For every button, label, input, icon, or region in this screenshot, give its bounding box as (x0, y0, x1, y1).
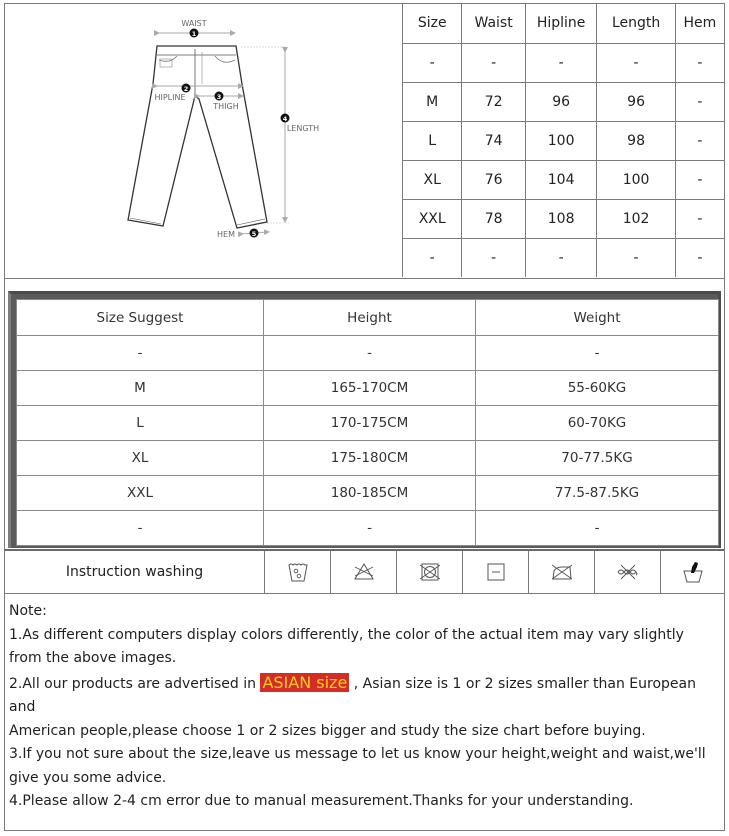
note-item-2-suffix: , Asian size is 1 or 2 sizes smaller than European and (9, 675, 696, 715)
asian-size-highlight: ASIAN size (262, 672, 348, 692)
cell-weight: 60-70KG (476, 406, 719, 441)
measurement-header-row (403, 4, 725, 43)
cell-length: - (597, 43, 675, 82)
cell-hipline: 96 (525, 82, 597, 121)
cell-length: 98 (597, 121, 675, 160)
table-row (403, 43, 725, 82)
cell-hipline: - (525, 43, 597, 82)
wring-cell (595, 551, 661, 593)
washing-label: Instruction washing (5, 551, 265, 593)
note-item-3: 3.If you not sure about the size,leave us message to let us know your height,weight and waist,we'll give you some advice. (9, 746, 706, 786)
cell-size: - (403, 43, 462, 82)
cell-waist: 76 (462, 160, 525, 199)
cell-weight: 77.5-87.5KG (476, 476, 719, 511)
cell-height: - (264, 511, 476, 546)
table-row (403, 121, 725, 160)
cell-hipline: 108 (525, 199, 597, 238)
cell-waist: - (462, 43, 525, 82)
svg-text:HIPLINE: HIPLINE (154, 93, 186, 102)
cell-size: L (403, 121, 462, 160)
table-row (17, 336, 719, 371)
hand-wash-cell (661, 551, 724, 593)
header-length: Length (597, 4, 675, 43)
do-not-tumble-dry-icon (418, 560, 442, 584)
svg-text:5: 5 (251, 230, 257, 238)
cell-hipline: 104 (525, 160, 597, 199)
cell-weight: 55-60KG (476, 371, 719, 406)
cell-length: 102 (597, 199, 675, 238)
cell-size: - (17, 511, 264, 546)
washing-instructions-row (4, 549, 725, 594)
header-hipline: Hipline (525, 4, 597, 43)
cell-hem: - (675, 199, 724, 238)
svg-text:WAIST: WAIST (181, 19, 207, 28)
wash-30-icon (286, 560, 310, 584)
cell-height: - (264, 336, 476, 371)
header-waist: Waist (462, 4, 525, 43)
table-row (403, 238, 725, 277)
cell-waist: 78 (462, 199, 525, 238)
cell-height: 165-170CM (264, 371, 476, 406)
note-item-4: 4.Please allow 2-4 cm error due to manual measurement.Thanks for your understanding. (9, 793, 634, 809)
cell-weight: - (476, 511, 719, 546)
pants-measurement-diagram (5, 4, 401, 278)
cell-hem: - (675, 238, 724, 277)
do-not-bleach-icon (352, 560, 376, 584)
cell-size: XL (17, 441, 264, 476)
size-chart-top-section (4, 3, 725, 279)
pants-illustration-icon (5, 4, 401, 278)
bleach-cell (331, 551, 397, 593)
iron-cell (529, 551, 595, 593)
notes-section (4, 593, 725, 831)
do-not-wring-icon (616, 560, 640, 584)
note-item-2-line-2: American people,please choose 1 or 2 sizes bigger and study the size chart before buying. (9, 722, 646, 739)
cell-size: - (17, 336, 264, 371)
note-item-2-prefix: 2.All our products are advertised in (9, 675, 261, 692)
header-size-suggest: Size Suggest (17, 300, 264, 336)
table-row (403, 160, 725, 199)
cell-waist: - (462, 238, 525, 277)
size-suggest-section (4, 278, 725, 550)
cell-size: M (17, 371, 264, 406)
cell-size: XL (403, 160, 462, 199)
cell-waist: 74 (462, 121, 525, 160)
cell-size: M (403, 82, 462, 121)
cell-length: 96 (597, 82, 675, 121)
dry-flat-icon (484, 560, 508, 584)
cell-height: 170-175CM (264, 406, 476, 441)
table-row (17, 406, 719, 441)
note-item-2 (9, 671, 720, 720)
suggest-header-row (17, 300, 719, 336)
header-weight: Weight (476, 300, 719, 336)
svg-text:LENGTH: LENGTH (286, 124, 320, 133)
measurement-table (402, 4, 724, 277)
cell-weight: - (476, 336, 719, 371)
cell-hipline: 100 (525, 121, 597, 160)
svg-text:THIGH: THIGH (213, 102, 239, 111)
svg-text:4: 4 (282, 115, 288, 123)
cell-size: XXL (17, 476, 264, 511)
svg-text:1: 1 (191, 30, 197, 38)
cell-size: XXL (403, 199, 462, 238)
header-size: Size (403, 4, 462, 43)
size-suggest-table (16, 299, 719, 546)
table-row (17, 511, 719, 546)
cell-hem: - (675, 121, 724, 160)
header-hem: Hem (675, 4, 724, 43)
header-height: Height (264, 300, 476, 336)
svg-text:2: 2 (183, 85, 189, 93)
svg-text:HEM: HEM (217, 230, 235, 239)
table-row (403, 82, 725, 121)
cell-weight: 70-77.5KG (476, 441, 719, 476)
cell-hem: - (675, 160, 724, 199)
cell-size: L (17, 406, 264, 441)
svg-text:3: 3 (216, 93, 222, 101)
note-item-1: 1.As different computers display colors differently, the color of the actual item may vary slightly from the above images. (9, 626, 684, 666)
cell-length: - (597, 238, 675, 277)
tumble-cell (397, 551, 463, 593)
dry-flat-cell (463, 551, 529, 593)
size-suggest-frame (8, 291, 721, 548)
table-row (17, 441, 719, 476)
cell-hipline: - (525, 238, 597, 277)
cell-hem: - (675, 43, 724, 82)
hand-wash-icon (681, 560, 705, 584)
cell-waist: 72 (462, 82, 525, 121)
cell-height: 180-185CM (264, 476, 476, 511)
table-row (17, 371, 719, 406)
cell-length: 100 (597, 160, 675, 199)
cell-hem: - (675, 82, 724, 121)
cell-size: - (403, 238, 462, 277)
do-not-iron-icon (550, 560, 574, 584)
table-row (403, 199, 725, 238)
cell-height: 175-180CM (264, 441, 476, 476)
table-row (17, 476, 719, 511)
notes-title: Note: (9, 603, 47, 619)
wash-cell (265, 551, 331, 593)
